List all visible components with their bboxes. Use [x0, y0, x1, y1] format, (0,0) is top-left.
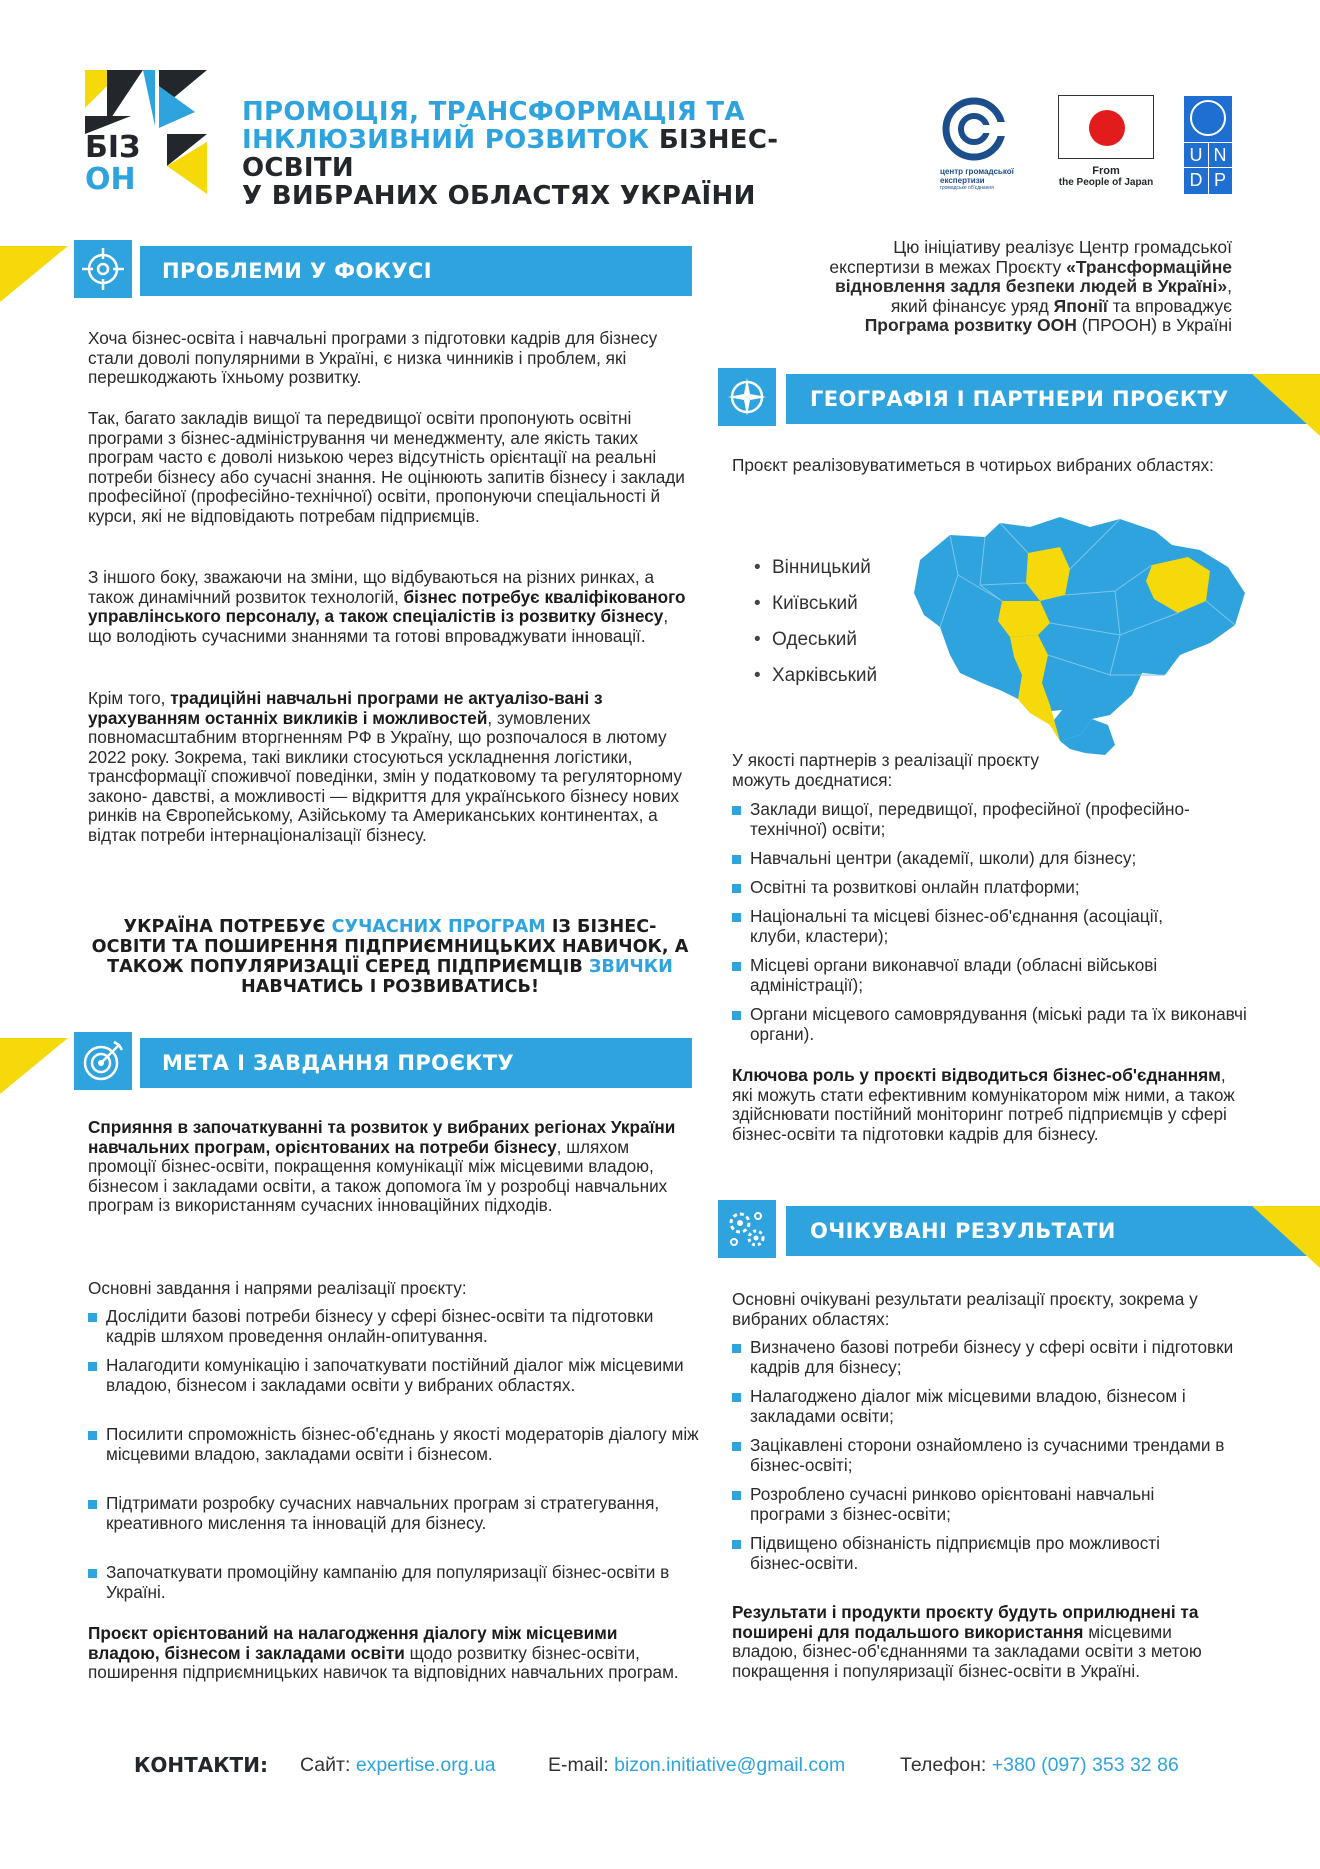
japan-caption-2: the People of Japan [1058, 177, 1154, 188]
cge-text-1: центр громадської [940, 167, 1014, 176]
section-title-geography: ГЕОГРАФІЯ І ПАРТНЕРИ ПРОЄКТУ [810, 387, 1229, 411]
japan-flag-logo [1058, 95, 1154, 195]
result-item: Підвищено обізнаність підприємців про можливості бізнес-освіти. [732, 1534, 1180, 1573]
task-item: Налагодити комунікацію і започаткувати постійний діалог між місцевими владою, бізнесом і закладами освіти у вибраних областях. [88, 1356, 706, 1395]
cge-logo [940, 96, 1034, 192]
yellow-corner-decoration [1252, 374, 1320, 436]
problems-paragraph-1: Хоча бізнес-освіта і навчальні програми з підготовки кадрів для бізнесу стали доволі популярними в Україні, є низка чинників і проблем, які перешкоджають їхньому розвитку. [88, 328, 658, 387]
partner-item: Національні та місцеві бізнес-об'єднання (асоціації, клуби, кластери); [732, 907, 1190, 946]
yellow-corner-decoration [0, 246, 68, 302]
partners-intro: У якості партнерів з реалізації проєкту можуть доєднатися: [732, 750, 1039, 790]
email-link[interactable]: bizon.initiative@gmail.com [614, 1754, 846, 1776]
title-line-2: ІНКЛЮЗИВНИЙ РОЗВИТОК БІЗНЕС-ОСВІТИ [242, 125, 779, 183]
phone-link[interactable]: +380 (097) 353 32 86 [991, 1754, 1179, 1776]
contact-email: E-mail: bizon.initiative@gmail.com [548, 1754, 846, 1776]
partner-item: Освітні та розвиткові онлайн платформи; [732, 878, 1270, 898]
intro-statement: Цю ініціативу реалізує Центр громадської експертизи в межах Проєкту «Трансформаційне відновлення задля безпеки людей в Україні», який фінансує уряд Японії та впроваджує Програма розвитку ООН (ПРООН) в Україні [829, 237, 1232, 335]
target-icon [74, 240, 132, 298]
contact-phone: Телефон: +380 (097) 353 32 86 [900, 1754, 1179, 1776]
region-item: • Харківський [772, 665, 877, 687]
contacts-label: КОНТАКТИ: [134, 1753, 268, 1777]
results-intro: Основні очікувані результати реалізації проєкту, зокрема у вибраних областях: [732, 1289, 1198, 1329]
tasks-intro: Основні завдання і напрями реалізації проєкту: [88, 1278, 467, 1298]
result-item: Налагоджено діалог між місцевими владою, бізнесом і закладами освіти; [732, 1387, 1210, 1426]
cge-text-2: експертизи [940, 176, 985, 185]
japan-caption-1: From [1092, 165, 1120, 177]
callout-statement: УКРАЇНА ПОТРЕБУЄ СУЧАСНИХ ПРОГРАМ ІЗ БІЗНЕС-ОСВІТИ ТА ПОШИРЕННЯ ПІДПРИЄМНИЦЬКИХ НАВИЧОК, А ТАКОЖ ПОПУЛЯРИЗАЦІЇ СЕРЕД ПІДПРИЄМЦІВ ЗВИЧКИ НАВЧАТИСЬ І РОЗВИВАТИСЬ! [91, 917, 689, 997]
bizon-logo [85, 70, 215, 200]
section-title-problems: ПРОБЛЕМИ У ФОКУСІ [162, 259, 432, 283]
task-item: Дослідити базові потреби бізнесу у сфері бізнес-освіти та підготовки кадрів шляхом проведення онлайн-опитування. [88, 1307, 706, 1346]
region-item: • Вінницький [772, 557, 871, 579]
partner-item: Навчальні центри (академії, школи) для бізнесу; [732, 849, 1270, 869]
compass-icon [718, 368, 776, 426]
geography-intro: Проєкт реалізовуватиметься в чотирьох вибраних областях: [732, 455, 1214, 475]
yellow-corner-decoration [1252, 1206, 1320, 1268]
problems-paragraph-3: З іншого боку, зважаючи на зміни, що відбуваються на різних ринках, а також динамічний розвиток технологій, бізнес потребує кваліфікованого управлінського персоналу, а також спеціалістів із розвитку бізнесу, що володіють сучасними знаннями та готові впроваджувати інновації. [88, 567, 686, 646]
results-final-paragraph: Результати і продукти проєкту будуть оприлюднені та поширені для подальшого використання місцевими владою, бізнес-об'єднаннями та закладами освіти з метою покращення і популяризації бізнес-освіти в Україні. [732, 1602, 1202, 1681]
goal-paragraph-1: Сприяння в започаткуванні та розвиток у вибраних регіонах України навчальних програм, орієнтованих на потреби бізнесу, шляхом промоції бізнес-освіти, покращення комунікації між місцевими владою, бізнесом і закладами освіти, а також допомога їм у розробці навчальних програм із використанням сучасних інноваційних підходів. [88, 1117, 676, 1215]
task-item: Започаткувати промоційну кампанію для популяризації бізнес-освіти в Україні. [88, 1563, 706, 1602]
problems-paragraph-4: Крім того, традиційні навчальні програми не актуалізо-вані з урахуванням останніх викликів і можливостей, зумовлених повномасштабним вторгненням РФ в Україну, що розпочалося в лютому 2022 року. Зокрема, такі виклики стосуються ускладнення логістики, трансформації споживчої поведінки, змін у податковому та регуляторному законо- давстві, а можливості — відкриття для українського бізнесу нових ринків на Європейському, Азійському та Американських континентах, а відтак потреби інтернаціоналізації бізнесу. [88, 688, 682, 845]
contact-site: Сайт: expertise.org.ua [300, 1754, 496, 1776]
cge-text-3: громадське об'єднання [940, 185, 994, 191]
problems-paragraph-2: Так, багато закладів вищої та передвищої освіти пропонують освітні програми з бізнес-адміністрування чи менеджменту, але якість таких програм часто є доволі низькою через відсутність орієнтації на реальні потреби бізнесу або сучасні знання. Не оцінюють запитів бізнесу і заклади професійної (професійно-технічної) освіти, пропонуючи спеціальності й курси, які не відповідають потребам підприємців. [88, 408, 685, 526]
page-title [242, 98, 882, 210]
goal-target-icon [74, 1032, 132, 1090]
yellow-corner-decoration [0, 1038, 68, 1094]
goal-paragraph-2: Проєкт орієнтований на налагодження діалогу між місцевими владою, бізнесом і закладами освіти щодо розвитку бізнес-освіти, поширення підприємницьких навичок та відповідних навчальних програм. [88, 1623, 679, 1682]
un-emblem-icon [1190, 100, 1226, 136]
title-line-1: ПРОМОЦІЯ, ТРАНСФОРМАЦІЯ ТА [242, 97, 745, 127]
result-item: Розроблено сучасні ринково орієнтовані навчальні програми з бізнес-освіти; [732, 1485, 1230, 1524]
logo-text-on: ОН [85, 162, 136, 197]
undp-letter-p: P [1213, 170, 1226, 190]
region-item: • Київський [772, 593, 858, 615]
site-link[interactable]: expertise.org.ua [355, 1754, 496, 1776]
key-role-paragraph: Ключова роль у проєкті відводиться бізнес-об'єднанням, які можуть стати ефективним комунікатором між ними, а також здійснювати постійний моніторинг потреб підприємців у сфері бізнес-освіти та підготовки кадрів для бізнесу. [732, 1065, 1235, 1144]
undp-letter-n: N [1213, 145, 1227, 165]
region-item: • Одеський [772, 629, 857, 651]
gears-icon [718, 1200, 776, 1258]
ukraine-map [910, 505, 1250, 755]
logo-text-biz: БІЗ [85, 130, 141, 165]
section-title-results: ОЧІКУВАНІ РЕЗУЛЬТАТИ [810, 1219, 1116, 1243]
title-line-3: У ВИБРАНИХ ОБЛАСТЯХ УКРАЇНИ [242, 181, 756, 211]
result-item: Визначено базові потреби бізнесу у сфері освіти і підготовки кадрів для бізнесу; [732, 1338, 1250, 1377]
japan-flag [1058, 95, 1154, 159]
task-item: Підтримати розробку сучасних навчальних програм зі стратегування, креативного мислення та інновацій для бізнесу. [88, 1494, 666, 1533]
undp-logo [1184, 96, 1232, 194]
result-item: Зацікавлені сторони ознайомлено із сучасними трендами в бізнес-освіті; [732, 1436, 1260, 1475]
partner-item: Заклади вищої, передвищої, професійної (професійно-технічної) освіти; [732, 800, 1190, 839]
task-item: Посилити спроможність бізнес-об'єднань у якості модераторів діалогу між місцевими владою, закладами освіти і бізнесом. [88, 1425, 706, 1464]
partner-item: Органи місцевого самоврядування (міські ради та їх виконавчі органи). [732, 1005, 1260, 1044]
section-title-goal: МЕТА І ЗАВДАННЯ ПРОЄКТУ [162, 1051, 515, 1075]
undp-letter-d: D [1189, 170, 1203, 190]
undp-letter-u: U [1189, 145, 1203, 165]
partner-item: Місцеві органи виконавчої влади (обласні військові адміністрації); [732, 956, 1190, 995]
